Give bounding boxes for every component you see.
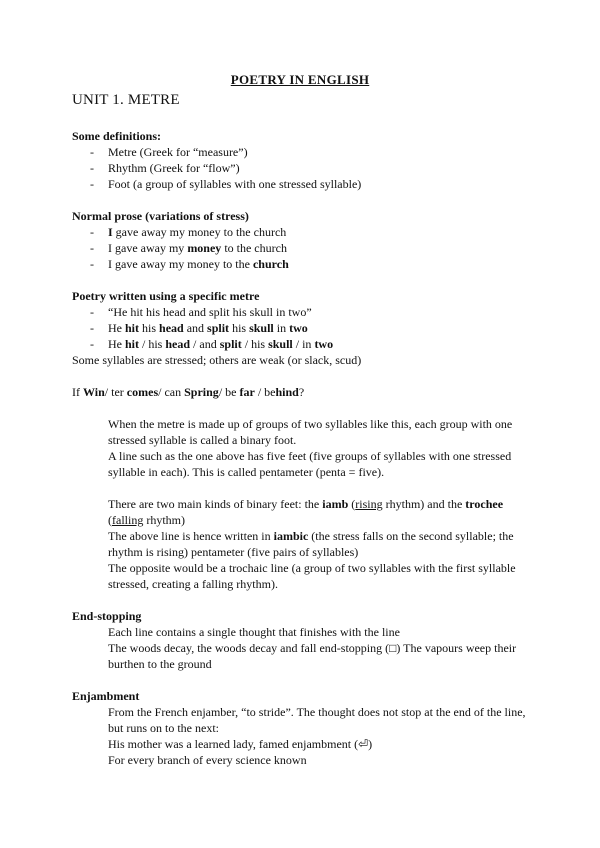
- document-title: POETRY IN ENGLISH: [230, 72, 370, 87]
- end-stopping-heading: End-stopping: [72, 609, 142, 623]
- example-line: If Win/ ter comes/ can Spring/ be far / behind?: [72, 385, 305, 399]
- prose-item: - I gave away my money to the church: [90, 225, 287, 239]
- end-stopping-line: Each line contains a single thought that finishes with the line: [108, 625, 400, 639]
- poetry-note: Some syllables are stressed; others are weak (or slack, scud): [72, 353, 362, 367]
- poetry-item: - He hit / his head / and split / his skull / in two: [90, 337, 334, 351]
- enjambment-heading: Enjambment: [72, 689, 140, 703]
- prose-heading: Normal prose (variations of stress): [72, 209, 249, 223]
- enjambment-definition: From the French enjamber, “to stride”. The thought does not stop at the end of the line, but runs on to the next:: [108, 705, 526, 735]
- prose-item: - I gave away my money to the church: [90, 257, 289, 271]
- definition-item: - Foot (a group of syllables with one stressed syllable): [90, 177, 362, 191]
- definition-item: - Metre (Greek for “measure”): [90, 145, 248, 159]
- binary-kinds-paragraph: There are two main kinds of binary feet: the iamb (rising rhythm) and the trochee (falling rhythm): [108, 497, 504, 527]
- enjambment-example-line: For every branch of every science known: [108, 753, 307, 767]
- poetry-item: - “He hit his head and split his skull in two”: [90, 305, 312, 319]
- iambic-paragraph: The above line is hence written in iambic (the stress falls on the second syllable; the rhythm is rising) pentameter (five pairs of syllables): [108, 529, 514, 559]
- poetry-item: - He hit his head and split his skull in two: [90, 321, 308, 335]
- binary-foot-paragraph: When the metre is made up of groups of two syllables like this, each group with one stressed syllable is called a binary foot.: [108, 417, 513, 447]
- definitions-heading: Some definitions:: [72, 129, 162, 143]
- enjambment-example-line: His mother was a learned lady, famed enjambment (⏎): [108, 737, 373, 751]
- prose-item: - I gave away my money to the church: [90, 241, 287, 255]
- trochaic-paragraph: The opposite would be a trochaic line (a group of two syllables with the first syllable stressed, creating a falling rhythm).: [108, 561, 516, 591]
- unit-heading: UNIT 1. METRE: [72, 92, 180, 108]
- end-stopping-example: The woods decay, the woods decay and fall end-stopping (□) The vapours weep their burthen to the ground: [108, 641, 517, 671]
- poetry-heading: Poetry written using a specific metre: [72, 289, 260, 303]
- pentameter-paragraph: A line such as the one above has five feet (five groups of syllables with one stressed syllable in each). This is called pentameter (penta = five).: [108, 449, 512, 479]
- definition-item: - Rhythm (Greek for “flow”): [90, 161, 240, 175]
